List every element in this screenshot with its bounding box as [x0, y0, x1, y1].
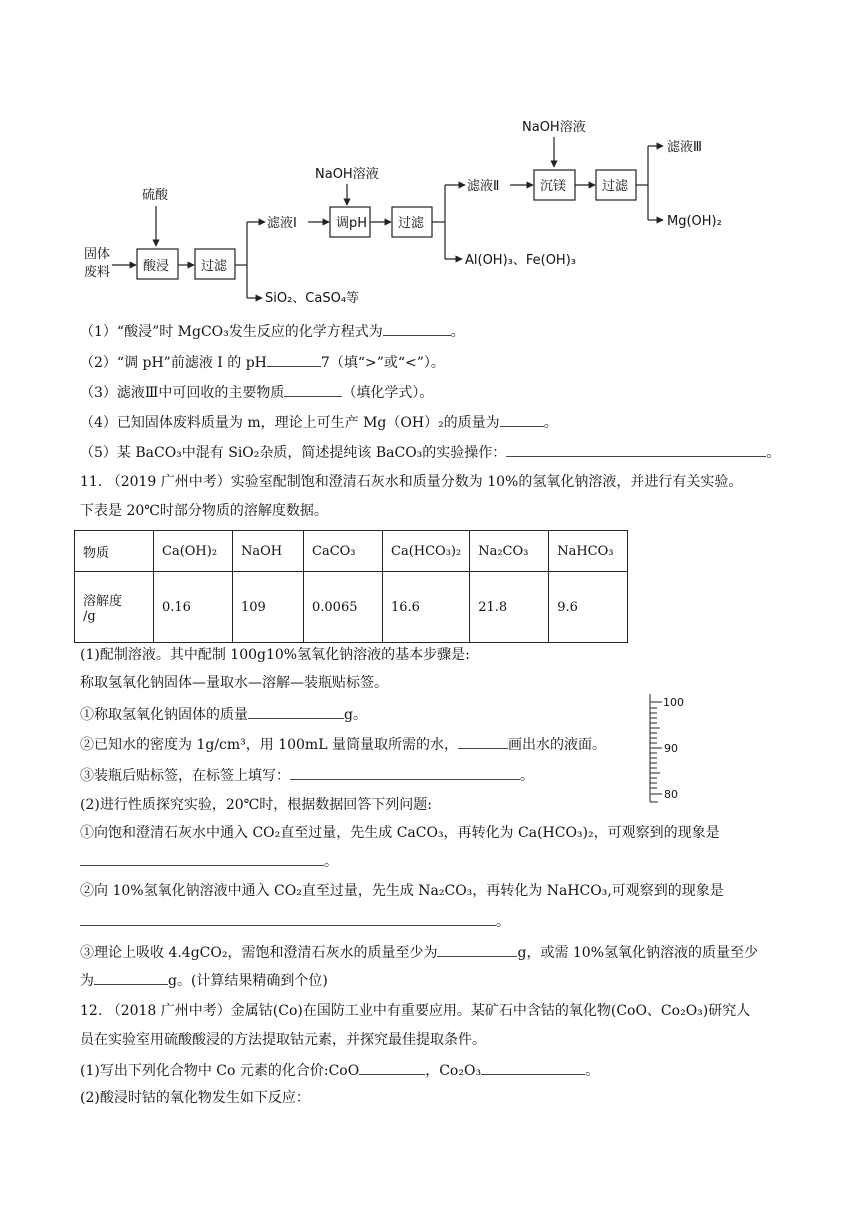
filter-text-3: 过滤: [602, 179, 629, 194]
al-fe-label: Al(OH)₃、Fe(OH)₃: [465, 253, 576, 268]
q11-heading: 11. （2019 广州中考）实验室配制饱和澄清石灰水和质量分数为 10%的氢氧化钠溶液，并进行有关实验。: [80, 474, 743, 490]
filter-text-1: 过滤: [201, 259, 228, 274]
table-cell: 16.6: [383, 572, 470, 643]
solid-waste-label-1: 固体: [84, 247, 111, 262]
answer-blank[interactable]: [383, 322, 451, 336]
solid-waste-label-2: 废料: [84, 265, 111, 280]
q10-part-4: （4）已知固体废料质量为 m，理论上可生产 Mg（OH）₂的质量为 。: [80, 415, 558, 431]
q11-part-2-1: ①向饱和澄清石灰水中通入 CO₂直至过量，先生成 CaCO₃，再转化为 Ca(HCO₃)₂，可观察到的现象是: [80, 825, 720, 841]
q10-part-3: （3）滤液Ⅲ中可回收的主要物质 （填化学式）。: [80, 385, 434, 401]
q12-part-1: (1)写出下列化合物中 Co 元素的化合价:CoO ，Co₂O₃ 。: [80, 1063, 600, 1079]
table-cell: CaCO₃: [304, 531, 383, 572]
filtrate-1-label: 滤液Ⅰ: [267, 216, 297, 231]
cylinder-mark-90: 90: [664, 742, 678, 755]
answer-blank[interactable]: [500, 413, 544, 427]
mg-oh-label: Mg(OH)₂: [667, 214, 722, 229]
q10-part-2: （2）“调 pH”前滤液 I 的 pH 7（填“>”或“<”）。: [80, 355, 445, 371]
q11-intro: 下表是 20℃时部分物质的溶解度数据。: [80, 503, 328, 519]
filter-text-2: 过滤: [398, 216, 425, 231]
q11-part-2-3: ③理论上吸收 4.4gCO₂，需饱和澄清石灰水的质量至少为 g，或需 10%氢氧化钠溶液的质量至少: [80, 945, 759, 961]
process-flowchart: [0, 0, 860, 310]
cylinder-mark-80: 80: [664, 788, 678, 801]
table-cell: Ca(OH)₂: [154, 531, 233, 572]
sio2-label: SiO₂、CaSO₄等: [265, 291, 360, 306]
answer-blank[interactable]: [506, 443, 766, 457]
table-row: [75, 572, 628, 643]
q10-part-5: （5）某 BaCO₃中混有 SiO₂杂质，简述提纯该 BaCO₃的实验操作： 。: [80, 445, 781, 461]
precip-mg-text: 沉镁: [540, 179, 567, 194]
table-cell: 溶解度 /g: [75, 572, 154, 643]
q12-intro: 员在实验室用硫酸酸浸的方法提取钴元素，并探究最佳提取条件。: [80, 1032, 486, 1048]
q11-part-1-1: ①称取氢氧化钠固体的质量 g。: [80, 707, 367, 723]
adjust-ph-text: 调pH: [336, 216, 368, 231]
q10-part-1: （1）“酸浸”时 MgCO₃发生反应的化学方程式为 。: [80, 324, 465, 340]
filtrate-2-label: 滤液Ⅱ: [467, 179, 500, 194]
table-cell: 物质: [75, 531, 154, 572]
filtrate-3-label: 滤液Ⅲ: [667, 140, 702, 155]
q12-part-2: (2)酸浸时钴的氧化物发生如下反应：: [80, 1090, 310, 1106]
answer-blank[interactable]: [80, 912, 496, 926]
graduated-cylinder-figure[interactable]: [646, 692, 696, 804]
answer-blank[interactable]: [458, 735, 508, 749]
answer-blank[interactable]: [437, 943, 517, 957]
table-cell: 109: [233, 572, 304, 643]
q11-part-1: (1)配制溶液。其中配制 100g10%氢氧化钠溶液的基本步骤是:: [80, 647, 470, 663]
q11-part-2-2-answer: 。: [80, 912, 510, 931]
table-cell: 9.6: [549, 572, 628, 643]
cylinder-mark-100: 100: [663, 696, 684, 709]
q11-part-2: (2)进行性质探究实验，20℃时，根据数据回答下列问题:: [80, 797, 433, 813]
q11-part-2-3-cont: 为 g。(计算结果精确到个位): [80, 973, 328, 989]
q11-part-1-3: ③装瓶后贴标签，在标签上填写： 。: [80, 768, 534, 784]
answer-blank[interactable]: [481, 1061, 585, 1075]
answer-blank[interactable]: [290, 766, 520, 780]
q11-part-1-2: ②已知水的密度为 1g/cm³，用 100mL 量筒量取所需的水， 画出水的液面。: [80, 737, 606, 753]
acid-leach-text: 酸浸: [143, 259, 170, 274]
table-cell: Na₂CO₃: [470, 531, 549, 572]
q11-part-2-2: ②向 10%氢氧化钠溶液中通入 CO₂直至过量，先生成 Na₂CO₃，再转化为 NaHCO₃,可观察到的现象是: [80, 883, 724, 899]
table-row: [75, 531, 628, 572]
q11-part-2-1-answer: 。: [80, 852, 338, 871]
naoh-label-1: NaOH溶液: [315, 167, 379, 182]
table-cell: Ca(HCO₃)₂: [383, 531, 470, 572]
table-cell: 0.0065: [304, 572, 383, 643]
solubility-table: [74, 530, 628, 643]
table-cell: NaOH: [233, 531, 304, 572]
q11-steps: 称取氢氧化钠固体—量取水—溶解—装瓶贴标签。: [80, 675, 388, 691]
answer-blank[interactable]: [94, 971, 168, 985]
table-cell: NaHCO₃: [549, 531, 628, 572]
answer-blank[interactable]: [267, 353, 321, 367]
naoh-label-2: NaOH溶液: [522, 120, 586, 135]
acid-label: 硫酸: [142, 188, 169, 203]
answer-blank[interactable]: [80, 852, 324, 866]
table-cell: 21.8: [470, 572, 549, 643]
answer-blank[interactable]: [248, 705, 344, 719]
answer-blank[interactable]: [284, 383, 342, 397]
q12-heading: 12. （2018 广州中考）金属钴(Co)在国防工业中有重要应用。某矿石中含钴的氧化物(CoO、Co₂O₃)研究人: [80, 1003, 751, 1019]
answer-blank[interactable]: [359, 1061, 425, 1075]
table-cell: 0.16: [154, 572, 233, 643]
